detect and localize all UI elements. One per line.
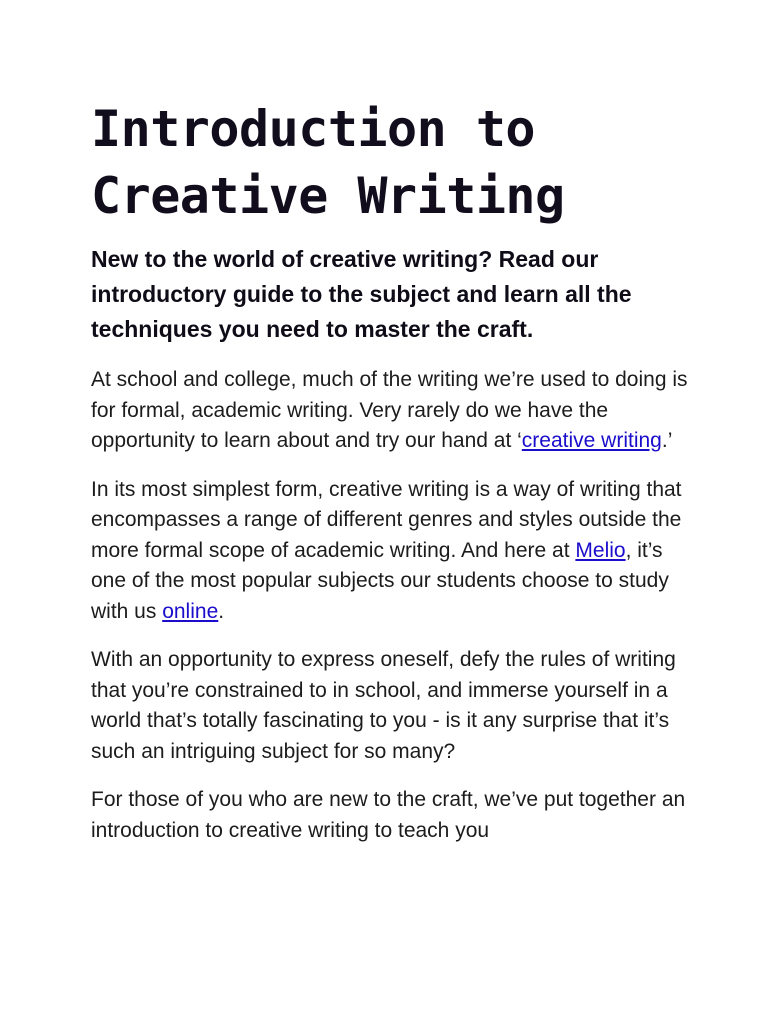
paragraph-4: For those of you who are new to the craft, we’ve put together an introduction to creative writing to teach you: [91, 788, 686, 842]
creative-writing-link[interactable]: creative writing: [521, 429, 662, 452]
page-title-line-2: Creative Writing: [91, 167, 565, 225]
melio-link[interactable]: Melio: [575, 538, 626, 562]
article: [91, 96, 691, 864]
paragraph-1-text-end: .’: [661, 429, 673, 452]
online-link[interactable]: online: [162, 599, 219, 623]
paragraph-3: With an opportunity to express oneself, defy the rules of writing that you’re constrained to in school, and immerse yourself in a world that’s totally fascinating to you - is it any surprise that it’s such an intriguing subject for so many?: [91, 648, 676, 763]
page-title-line-1: Introduction to: [91, 100, 536, 158]
paragraph-2-text-end: .: [218, 599, 225, 623]
paragraph-2-text-start: In its most simplest form, creative writing is a way of writing that encompasses a range of different genres and styles outside the more formal scope of academic writing. And here at: [91, 477, 682, 562]
paragraph-2: [91, 475, 691, 628]
lead-paragraph: New to the world of creative writing? Read our introductory guide to the subject and learn all the techniques you need to master the craft.: [91, 246, 632, 342]
paragraph-1: [91, 365, 691, 457]
paragraph-1-text-start: At school and college, much of the writing we’re used to doing is for formal, academic writing. Very rarely do we have the opportunity to learn about and try our hand at ‘: [91, 368, 688, 452]
paragraph-2-text-middle: , it’s one of the most popular subjects our students choose to study with us: [91, 538, 669, 623]
page-title: [91, 96, 691, 230]
